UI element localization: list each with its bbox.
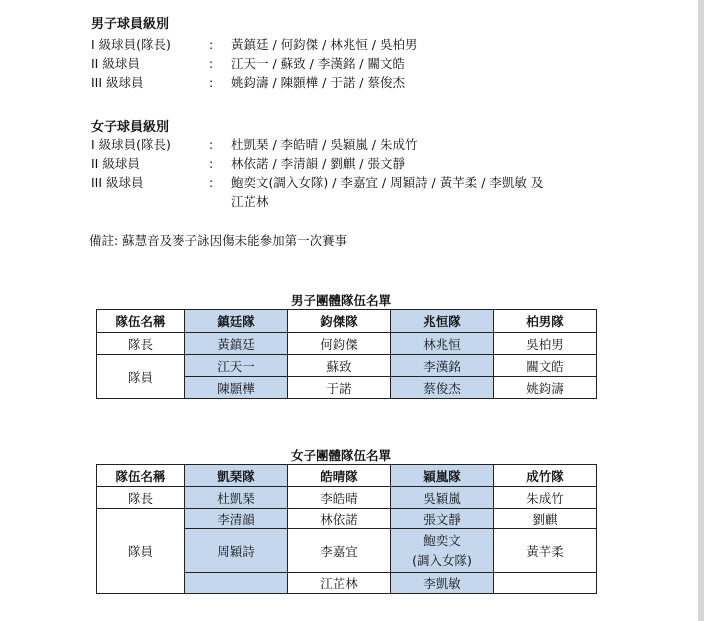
table-row — [97, 355, 597, 377]
table-cell: 關文皓 — [494, 355, 597, 377]
men-levels-title: 男子球員級別 — [91, 17, 170, 32]
table-cell: 李清韻 — [185, 509, 288, 529]
table-cell: 林兆恒 — [391, 333, 494, 355]
table-cell: 李嘉宜 — [288, 529, 391, 573]
table-cell: 李凱敏 — [391, 573, 494, 594]
header-cell: 成竹隊 — [494, 465, 597, 487]
header-cell: 鎮廷隊 — [185, 310, 288, 333]
header-cell: 柏男隊 — [494, 310, 597, 333]
level-label: III 級球員 — [91, 75, 144, 90]
table-cell: 江芷林 — [288, 573, 391, 594]
header-cell: 隊伍名稱 — [97, 310, 185, 333]
header-cell: 隊伍名稱 — [97, 465, 185, 487]
level-players: 黃鎮廷 / 何鈞傑 / 林兆恒 / 吳柏男 — [231, 37, 418, 52]
colon: : — [209, 137, 214, 152]
row-label: 隊長 — [97, 487, 185, 509]
table-cell: 林依諾 — [288, 509, 391, 529]
colon: : — [209, 175, 214, 190]
colon: : — [209, 37, 214, 52]
table-cell: 于諾 — [288, 377, 391, 399]
table-header-row — [97, 465, 597, 487]
player-name: 鮑奕文 — [423, 532, 461, 548]
table-cell: 黃芊柔 — [494, 529, 597, 573]
table-header-row — [97, 310, 597, 333]
header-cell: 皓晴隊 — [288, 465, 391, 487]
row-label: 隊員 — [97, 509, 185, 594]
table-cell: 吳柏男 — [494, 333, 597, 355]
table-cell: 江天一 — [185, 355, 288, 377]
table-cell: 陳顥樺 — [185, 377, 288, 399]
level-players: 江天一 / 蘇致 / 李漢銘 / 關文皓 — [231, 56, 405, 71]
header-cell: 穎嵐隊 — [391, 465, 494, 487]
table-cell: 蘇致 — [288, 355, 391, 377]
table-cell — [185, 573, 288, 594]
level-players: 林依諾 / 李清韻 / 劉麒 / 張文靜 — [231, 156, 405, 171]
level-players-continued: 江芷林 — [231, 194, 269, 209]
table-cell — [494, 573, 597, 594]
level-label: III 級球員 — [91, 175, 144, 190]
table-row — [97, 509, 597, 529]
level-label: I 級球員(隊長) — [91, 137, 171, 152]
colon: : — [209, 56, 214, 71]
table-cell: 劉麒 — [494, 509, 597, 529]
colon: : — [209, 75, 214, 90]
table-cell: 李漢銘 — [391, 355, 494, 377]
men-table-title: 男子團體隊伍名單 — [291, 293, 392, 308]
level-players: 鮑奕文(調入女隊) / 李嘉宜 / 周穎詩 / 黃芊柔 / 李凱敏 及 — [231, 175, 544, 190]
colon: : — [209, 156, 214, 171]
table-cell: 姚鈞濤 — [494, 377, 597, 399]
row-label: 隊長 — [97, 333, 185, 355]
page-edge — [698, 0, 704, 621]
table-row — [97, 333, 597, 355]
table-cell: 李皓晴 — [288, 487, 391, 509]
level-players: 姚鈞濤 / 陳顥樺 / 于諾 / 蔡俊杰 — [231, 75, 405, 90]
table-cell: 朱成竹 — [494, 487, 597, 509]
table-cell — [391, 529, 494, 573]
men-team-table — [96, 309, 597, 399]
level-players: 杜凱琹 / 李皓晴 / 吳穎嵐 / 朱成竹 — [231, 137, 418, 152]
table-cell: 周穎詩 — [185, 529, 288, 573]
women-levels-title: 女子球員級別 — [91, 120, 170, 135]
table-cell: 蔡俊杰 — [391, 377, 494, 399]
table-cell: 張文靜 — [391, 509, 494, 529]
header-cell: 凱琹隊 — [185, 465, 288, 487]
level-label: II 級球員 — [91, 56, 140, 71]
header-cell: 鈞傑隊 — [288, 310, 391, 333]
women-team-table — [96, 464, 597, 594]
table-cell: 何鈞傑 — [288, 333, 391, 355]
level-label: II 級球員 — [91, 156, 140, 171]
player-note: (調入女隊) — [412, 552, 472, 568]
table-cell: 黃鎮廷 — [185, 333, 288, 355]
table-row — [97, 487, 597, 509]
header-cell: 兆恒隊 — [391, 310, 494, 333]
table-cell: 杜凱琹 — [185, 487, 288, 509]
row-label: 隊員 — [97, 355, 185, 399]
women-table-title: 女子團體隊伍名單 — [291, 448, 392, 463]
injury-note: 備註: 蘇慧音及麥子詠因傷未能參加第一次賽事 — [89, 233, 348, 248]
level-label: I 級球員(隊長) — [91, 37, 171, 52]
table-cell: 吳穎嵐 — [391, 487, 494, 509]
